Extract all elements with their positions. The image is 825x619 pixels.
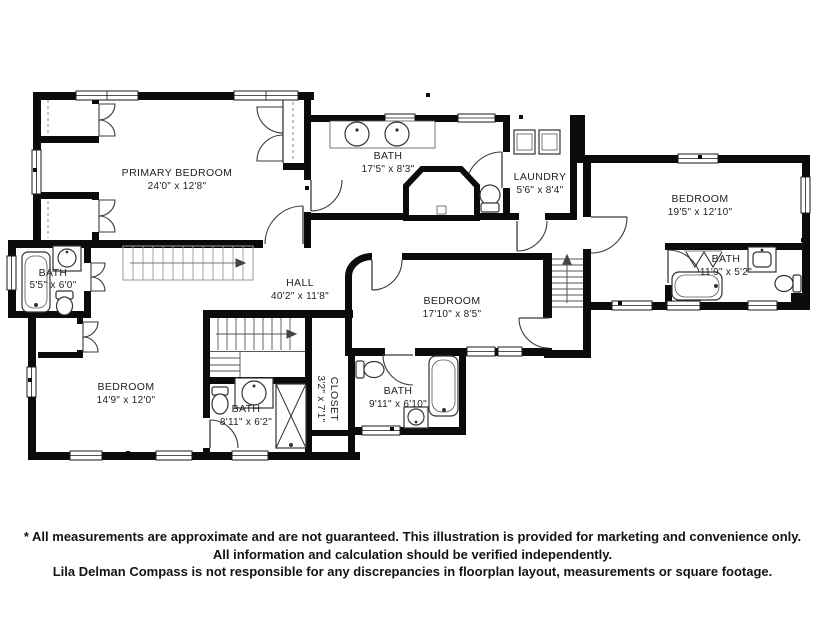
room-label-bath-lower: BATH [231, 403, 261, 415]
toilet [775, 275, 801, 292]
room-dims-bath-left: 5'5" x 6'0" [29, 280, 77, 291]
disclaimer-line-3: Lila Delman Compass is not responsible for any discrepancies in floorplan layout, measurements or square footage. [52, 564, 773, 579]
door-swing [591, 217, 627, 253]
dryer [539, 130, 560, 154]
toilet [356, 361, 384, 378]
toilet [56, 291, 73, 315]
sink [748, 247, 776, 272]
shower [406, 169, 477, 218]
window [801, 177, 810, 213]
room-dims-bedroom-right: 19'5" x 12'10" [667, 207, 733, 218]
room-dims-laundry: 5'6" x 8'4" [516, 185, 564, 196]
window [458, 114, 495, 122]
double-vanity [330, 121, 435, 148]
room-label-primary-bedroom: PRIMARY BEDROOM [121, 167, 233, 179]
room-label-bath-middle: BATH [383, 385, 413, 397]
door-swing [372, 260, 402, 290]
disclaimer-line-1: * All measurements are approximate and are not guaranteed. This illustration is provided for marketing and convenience only. [23, 529, 802, 544]
room-dims-bedroom-left: 14'9" x 12'0" [96, 395, 156, 406]
closet-door-swing [257, 107, 283, 161]
room-label-closet: CLOSET [328, 376, 340, 422]
room-dims-closet: 3'2" x 7'1" [315, 375, 326, 423]
door-swing [311, 180, 342, 211]
sink [404, 407, 428, 428]
room-dims-hall: 40'2" x 11'8" [270, 291, 330, 302]
room-label-laundry: LAUNDRY [513, 171, 567, 183]
room-dims-bath-lower: 8'11" x 6'2" [219, 417, 273, 428]
shower [276, 384, 306, 448]
stair-direction-arrow [563, 255, 571, 264]
closet-door-swing [99, 104, 115, 232]
toilet [212, 387, 228, 414]
room-dims-primary-bedroom: 24'0" x 12'8" [147, 181, 207, 192]
disclaimer-line-2: All information and calculation should be verified independently. [212, 546, 613, 562]
window [467, 347, 495, 356]
room-label-closet-group [315, 375, 340, 422]
door-swing [519, 318, 549, 348]
room-dims-bath-middle: 9'11" x 6'10" [368, 399, 428, 410]
window [667, 301, 700, 310]
room-label-bath-left: BATH [38, 267, 68, 279]
room-label-bedroom-middle: BEDROOM [423, 295, 481, 307]
stairs-main-upper [123, 246, 253, 280]
closet-door-swing [83, 322, 98, 352]
double-door-swing [91, 263, 105, 291]
window [232, 451, 268, 460]
window [76, 91, 138, 100]
disclaimer [0, 528, 825, 581]
stair-direction-arrow [287, 330, 296, 338]
window [156, 451, 192, 460]
window [748, 301, 777, 310]
room-dims-bath-primary: 17'5" x 8'3" [361, 164, 415, 175]
door-swing [265, 206, 303, 244]
room-label-bedroom-left: BEDROOM [97, 381, 155, 393]
room-label-bedroom-right: BEDROOM [671, 193, 729, 205]
room-label-bath-primary: BATH [373, 150, 403, 162]
window [234, 91, 298, 100]
bathtub [429, 356, 458, 416]
room-labels [29, 150, 752, 428]
window [362, 426, 400, 435]
window [498, 347, 522, 356]
room-label-hall: HALL [286, 277, 314, 289]
stair-direction-arrow [236, 259, 245, 267]
room-dims-bedroom-middle: 17'10" x 8'5" [422, 309, 482, 320]
stairs-main-lower [210, 318, 305, 377]
stairs-secondary [552, 255, 583, 307]
toilet [480, 185, 500, 212]
window [7, 256, 16, 290]
window [70, 451, 102, 460]
room-dims-bath-right: 11'9" x 5'2" [699, 267, 753, 278]
door-swing [517, 221, 547, 251]
room-label-bath-right: BATH [711, 253, 741, 265]
washer [514, 130, 535, 154]
door-swing [383, 355, 413, 385]
